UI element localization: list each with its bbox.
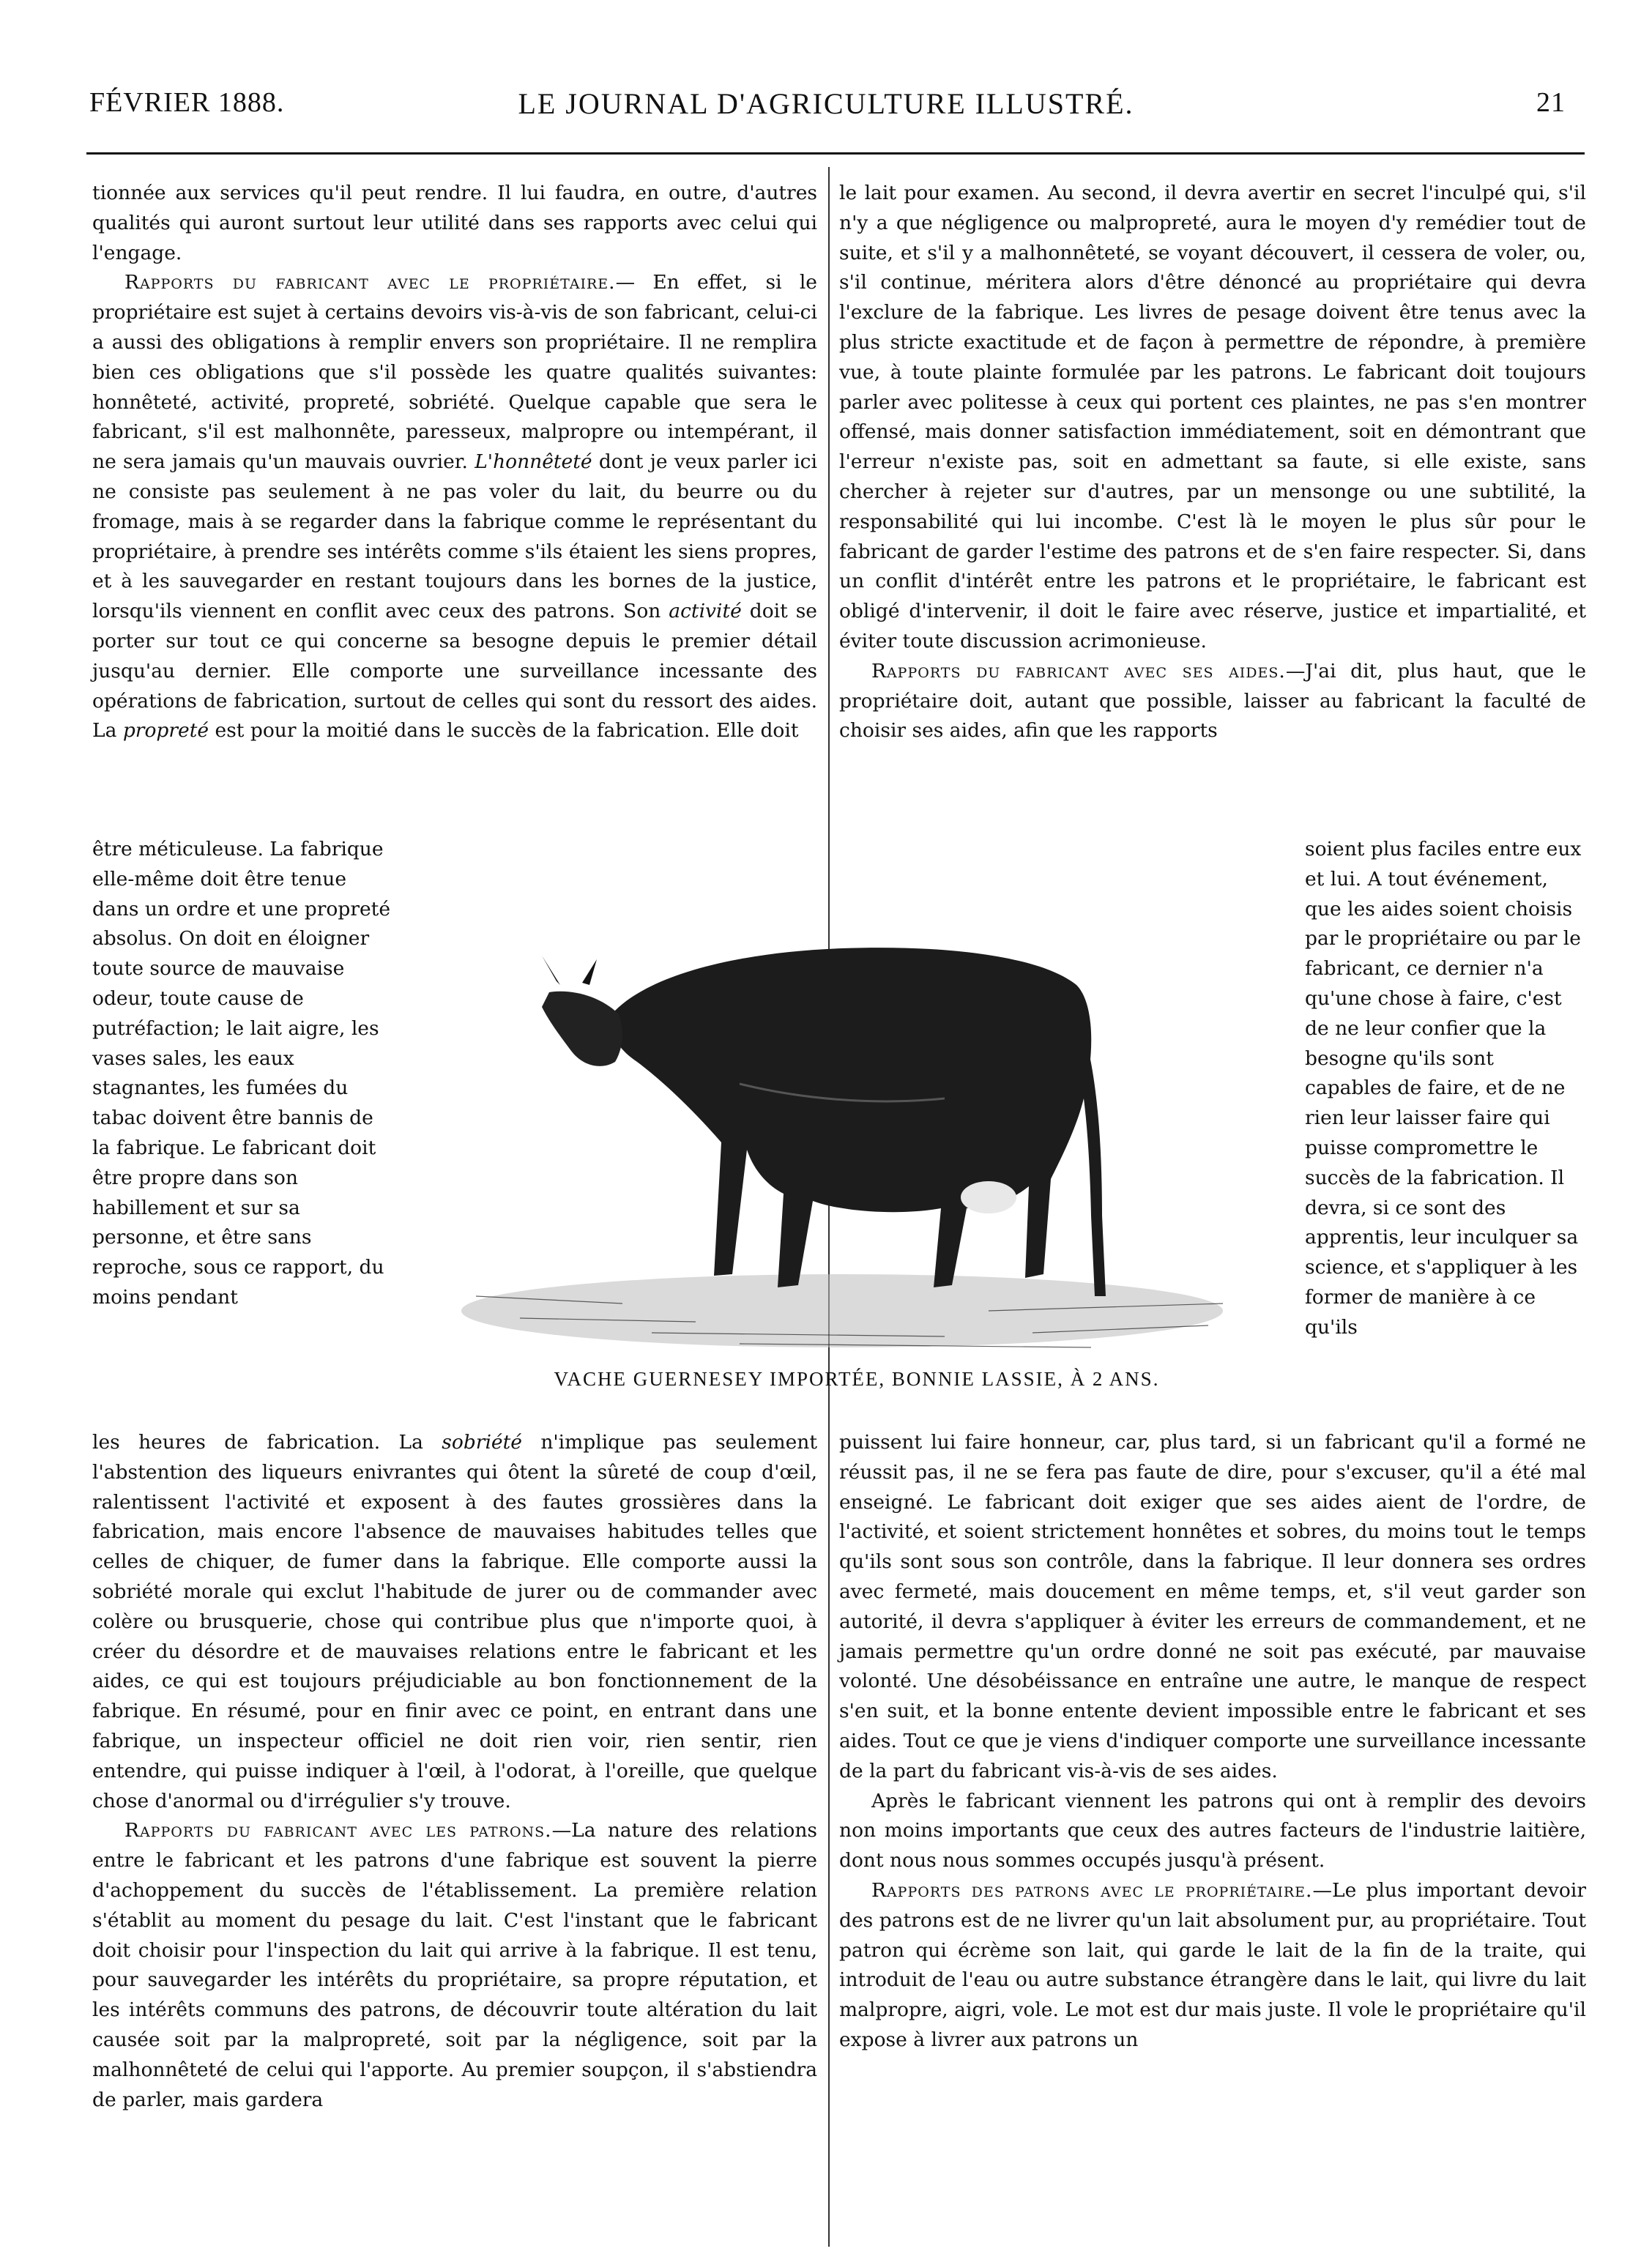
paragraph: puissent lui faire honneur, car, plus tard, si un fabricant qu'il a formé ne réussit pas, il ne se fera pas faute de dire, pour s'excuser, qu'il a été mal enseigné. Le fabricant doit exiger que ses aides aient de l'ordre, de l'activité, et soient strictement honnêtes et sobres, du moins tout le temps qu'ils sont sous son contrôle, dans la fabrique. Il leur donnera ses ordres avec fermeté, mais doucement en même temps, et, s'il veut garder son autorité, il devra s'appliquer à éviter les erreurs de commandement, et ne jamais permettre qu'un ordre donné ne soit pas exécuté, par mauvaise volonté. Une désobéissance en entraîne une autre, le manque de respect s'en suit, et la bonne entente devient impossible entre le fabricant et ses aides. Tout ce que je viens d'indiquer comporte une surveillance incessante de la part du fabricant vis-à-vis de ses aides. [839,1431,1586,1782]
paragraph: Après le fabricant viennent les patrons qui ont à remplir des devoirs non moins importants que ceux des autres facteurs de l'industrie laitière, dont nous nous sommes occupés jusqu'à présent. [839,1789,1586,1872]
right-wrap-text: soient plus faciles entre eux et lui. A tout événement, que les aides soient choisis par le propriétaire ou par le fabricant, ce dernier n'a qu'une chose à faire, c'est de ne leur confier que la besogne qu'ils sont capables de faire, et de ne rien leur laisser faire qui puisse compromettre le succès de la fabrication. Il devra, si ce sont des apprentis, leur inculquer sa science, et s'appliquer à les former de manière à ce qu'ils [1305,838,1582,1339]
section-heading: Rapports du fabricant avec les patrons. [124,1819,552,1842]
header-date: FÉVRIER 1888. [89,87,285,118]
section-paragraph: Rapports du fabricant avec les patrons.—La nature des relations entre le fabricant et les patrons d'une fabrique est souvent la pierre d'achoppement du succès de l'établissement. La première relation s'établit au moment du pesage du lait. C'est l'instant que le fabricant doit choisir pour l'inspection du lait qui arrive à la fabrique. Il est tenu, pour sauvegarder les intérêts du propriétaire, sa propre réputation, et les intérêts communs des patrons, de découvrir toute altération du lait causée soit par la malpropreté, soit par la négligence, soit par la malhonnêteté de celui qui l'apporte. Au premier soupçon, il s'abstiendra de parler, mais gardera [92,1819,817,2111]
cow-engraving [432,864,1274,1362]
section-heading: Rapports du fabricant avec le propriétaire. [124,271,616,294]
left-wrap-text: être méticuleuse. La fabrique elle-même doit être tenue dans un ordre et une propreté absolus. On doit en éloigner toute source de mauvaise odeur, toute cause de putréfaction; le lait aigre, les vases sales, les eaux stagnantes, les fumées du tabac doivent être bannis de la fabrique. Le fabricant doit être propre dans son habillement et sur sa personne, et être sans reproche, sous ce rapport, du moins pendant [92,838,390,1309]
right-column-bottom [839,1428,1586,2056]
section-paragraph: Rapports du fabricant avec le propriétaire.— En effet, si le propriétaire est sujet à certains devoirs vis-à-vis de son fabricant, celui-ci a aussi des obligations à remplir envers son propriétaire. Il ne remplira bien ces obligations que s'il possède les quatre qualités suivantes: honnêteté, activité, propreté, sobriété. Quelque capable que sera le fabricant, s'il est malhonnête, paresseux, malpropre ou intempérant, il ne sera jamais qu'un mauvais ouvrier. L'honnêteté dont je veux parler ici ne consiste pas seulement à ne pas voler du lait, du beurre ou du fromage, mais à se regarder dans la fabrique comme le représentant du propriétaire, à prendre ses intérêts comme s'ils étaient les siens propres, et à les sauvegarder en restant toujours dans les bornes de la justice, lorsqu'ils viennent en conflit avec ceux des patrons. Son activité doit se porter sur tout ce qui concerne sa besogne depuis le premier détail jusqu'au dernier. Elle comporte une surveillance incessante des opérations de fabrication, surtout de celles qui sont du ressort des aides. La propreté est pour la moitié dans le succès de la fabrication. Elle doit [92,271,817,743]
section-heading: Rapports des patrons avec le propriétaire. [871,1878,1313,1902]
section-heading: Rapports du fabricant avec ses aides. [871,659,1286,683]
section-paragraph: Rapports des patrons avec le propriétaire.—Le plus important devoir des patrons est de ne livrer qu'un lait absolument pur, au propriétaire. Tout patron qui écrème son lait, qui garde le lait de la fin de la traite, qui introduit de l'eau ou autre substance étrangère dans le lait, qui livre du lait malpropre, aigri, vole. Le mot est dur mais juste. Il vole le propriétaire qu'il expose à livrer aux patrons un [839,1878,1586,2051]
figure-caption: VACHE GUERNESEY IMPORTÉE, BONNIE LASSIE, À 2 ANS. [554,1368,1160,1390]
page-number: 21 [1536,87,1566,118]
section-paragraph: Rapports du fabricant avec ses aides.—J'ai dit, plus haut, que le propriétaire doit, autant que possible, laisser au fabricant la faculté de choisir ses aides, afin que les rapports [839,659,1586,743]
header-rule [86,152,1585,155]
paragraph: tionnée aux services qu'il peut rendre. Il lui faudra, en outre, d'autres qualités qui auront surtout leur utilité dans ses rapports avec celui qui l'engage. [92,182,817,264]
paragraph: les heures de fabrication. La sobriété n'implique pas seulement l'abstention des liqueurs enivrantes qui ôtent la sûreté de coup d'œil, ralentissent l'activité et exposent à des fautes grossières dans la fabrication, mais encore l'absence de mauvaises habitudes telles que celles de chiquer, de fumer dans la fabrique. Elle comporte aussi la sobriété morale qui exclut l'habitude de jurer ou de commander avec colère ou brusquerie, chose qui contribue plus que n'importe quoi, à créer du désordre et de mauvaises relations entre le fabricant et les aides, ce qui est toujours préjudiciable au bon fonctionnement de la fabrique. En résumé, pour en finir avec ce point, en entrant dans une fabrique, un inspecteur officiel ne doit rien voir, rien sentir, rien entendre, qui puisse indiquer à l'œil, à l'odorat, à l'oreille, que quelque chose d'anormal ou d'irrégulier s'y trouve. [92,1431,817,1812]
right-column-top [839,179,1586,746]
left-column-bottom [92,1428,817,2115]
left-column-top [92,179,817,746]
header-title: LE JOURNAL D'AGRICULTURE ILLUSTRÉ. [518,87,1134,120]
paragraph: le lait pour examen. Au second, il devra avertir en secret l'inculpé qui, s'il n'y a que négligence ou malpropreté, aura le moyen d'y remédier tout de suite, et s'il y a malhonnêteté, se voyant découvert, il cessera de voler, ou, s'il continue, méritera alors d'être dénoncé au propriétaire qui devra l'exclure de la fabrique. Les livres de pesage doivent être tenus avec la plus stricte exactitude et de façon à permettre de répondre, à première vue, à toute plainte formulée par les patrons. Le fabricant doit toujours parler avec politesse à ceux qui portent ces plaintes, ne pas s'en montrer offensé, mais donner satisfaction immédiatement, soit en démontrant que l'erreur n'existe pas, soit en admettant sa faute, si elle existe, sans chercher à rejeter sur d'autres, par un mensonge ou une subtilité, la responsabilité qui lui incombe. C'est là le moyen le plus sûr pour le fabricant de garder l'estime des patrons et de s'en faire respecter. Si, dans un conflit d'intérêt entre les patrons et le propriétaire, le fabricant est obligé d'intervenir, il doit le faire avec réserve, justice et impartialité, et éviter toute discussion acrimonieuse. [839,182,1586,652]
